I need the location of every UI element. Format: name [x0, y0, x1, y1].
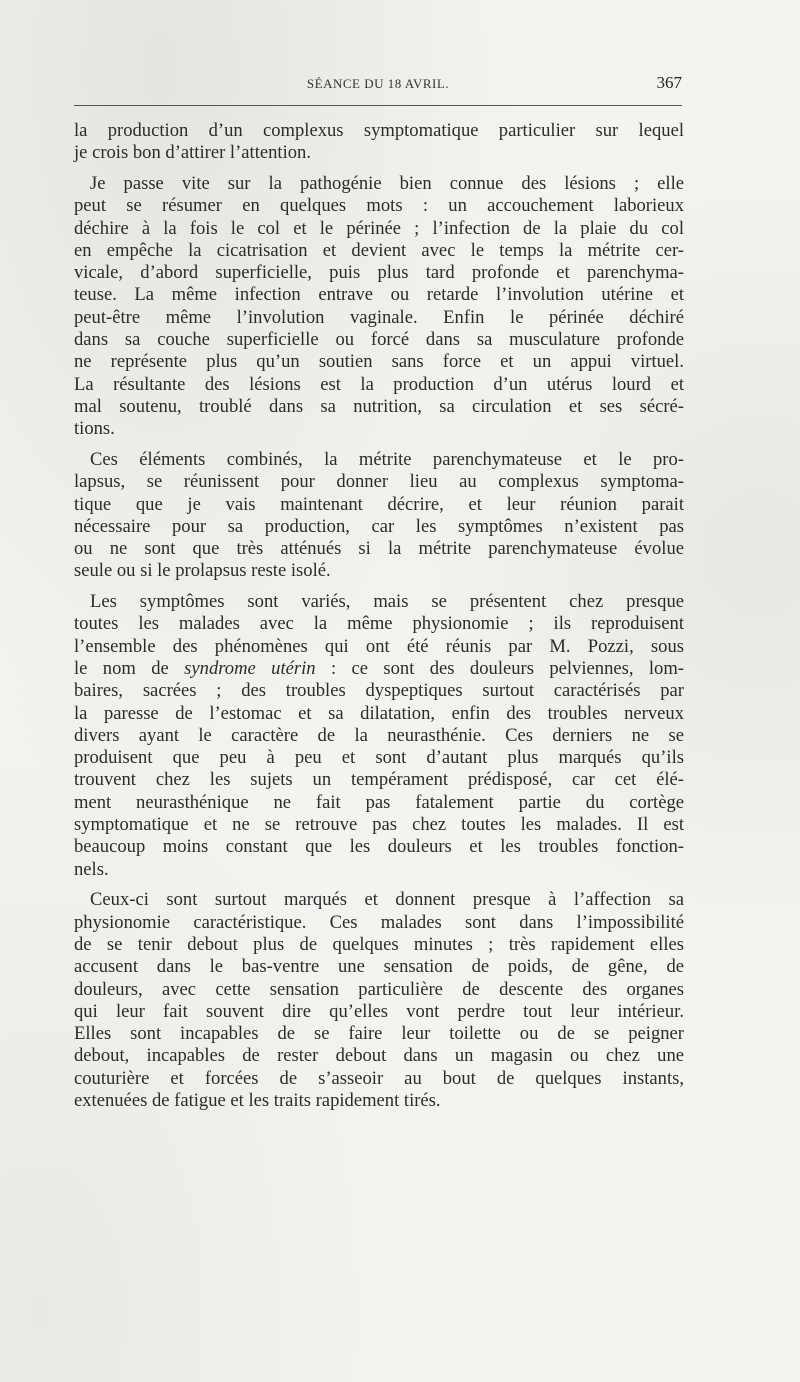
paragraph-2: [74, 173, 684, 441]
text-line: douleurs, avec cette sensation particulière de descente des organes: [74, 978, 684, 1000]
text-line: ment neurasthénique ne fait pas fatalement partie du cortège: [74, 791, 684, 813]
paragraph-1: [74, 120, 684, 165]
paragraph-4: [74, 591, 684, 881]
text-line: déchire à la fois le col et le périnée ; l’infection de la plaie du col: [74, 217, 684, 239]
header-rule: [74, 105, 682, 106]
text-line: ou ne sont que très atténués si la métrite parenchymateuse évolue: [74, 538, 684, 560]
text-line: ne représente plus qu’un soutien sans force et un appui virtuel.: [74, 351, 684, 373]
text-line: Les symptômes sont variés, mais se présentent chez presque: [90, 591, 684, 613]
text-line: La résultante des lésions est la production d’un utérus lourd et: [74, 373, 684, 395]
text-line: lapsus, se réunissent pour donner lieu au complexus symptoma-: [74, 471, 684, 493]
text-line: en empêche la cicatrisation et devient avec le temps la métrite cer-: [74, 239, 684, 261]
text-line: Ceux-ci sont surtout marqués et donnent presque à l’affection sa: [90, 889, 684, 911]
text-line: teuse. La même infection entrave ou retarde l’involution utérine et: [74, 284, 684, 306]
text-line: beaucoup moins constant que les douleurs et les troubles fonction-: [74, 836, 684, 858]
text-line: Je passe vite sur la pathogénie bien connue des lésions ; elle: [90, 172, 684, 194]
text-line: debout, incapables de rester debout dans un magasin ou chez une: [74, 1045, 684, 1067]
text-line: divers ayant le caractère de la neurasthénie. Ces derniers ne se: [74, 724, 684, 746]
text-line: extenuées de fatigue et les traits rapidement tirés.: [74, 1090, 441, 1112]
text-line: physionomie caractéristique. Ces malades sont dans l’impossibilité: [74, 911, 684, 933]
text-line: seule ou si le prolapsus reste isolé.: [74, 560, 331, 582]
text-line: la production d’un complexus symptomatique particulier sur lequel: [74, 120, 684, 141]
text-line: tions.: [74, 418, 115, 440]
text-line: tique que je vais maintenant décrire, et leur réunion parait: [74, 493, 684, 515]
text-line: produisent que peu à peu et sont d’autant plus marqués qu’ils: [74, 747, 684, 769]
text-line: accusent dans le bas-ventre une sensation de poids, de gêne, de: [74, 956, 684, 978]
text-line: peut se résumer en quelques mots : un accouchement laborieux: [74, 195, 684, 217]
text-line: qui leur fait souvent dire qu’elles vont perdre tout leur intérieur.: [74, 1000, 684, 1022]
page-number: 367: [656, 73, 682, 92]
paragraph-5: [74, 889, 684, 1112]
text-line: toutes les malades avec la même physionomie ; ils reproduisent: [74, 613, 684, 635]
running-head: SÉANCE DU 18 AVRIL.: [306, 76, 450, 91]
text-line: la paresse de l’estomac et sa dilatation, enfin des troubles nerveux: [74, 702, 684, 724]
text-line: baires, sacrées ; des troubles dyspeptiques surtout caractérisés par: [74, 680, 684, 702]
text-segment: : ce sont des douleurs pelviennes, lom-: [315, 658, 684, 679]
text-line-with-italic: [74, 658, 684, 680]
italic-term: syndrome utérin: [184, 658, 316, 679]
text-line: nels.: [74, 858, 109, 880]
page-header: [74, 70, 682, 100]
text-line: couturière et forcées de s’asseoir au bout de quelques instants,: [74, 1067, 684, 1089]
text-line: de se tenir debout plus de quelques minutes ; très rapidement elles: [74, 933, 684, 955]
text-line: vicale, d’abord superficielle, puis plus tard profonde et parenchyma-: [74, 262, 684, 284]
text-line: Elles sont incapables de se faire leur toilette ou de se peigner: [74, 1023, 684, 1045]
text-line: dans sa couche superficielle ou forcé dans sa musculature profonde: [74, 329, 684, 351]
body-text: [74, 120, 684, 1121]
text-line: l’ensemble des phénomènes qui ont été réunis par M. Pozzi, sous: [74, 635, 684, 657]
text-line: peut-être même l’involution vaginale. Enfin le périnée déchiré: [74, 306, 684, 328]
paragraph-3: [74, 449, 684, 583]
text-segment: le nom de: [74, 658, 185, 679]
text-line: Ces éléments combinés, la métrite parenchymateuse et le pro-: [90, 448, 684, 470]
text-line: je crois bon d’attirer l’attention.: [74, 142, 311, 164]
text-line: mal soutenu, troublé dans sa nutrition, sa circulation et ses sécré-: [74, 395, 684, 417]
text-line: symptomatique et ne se retrouve pas chez toutes les malades. Il est: [74, 814, 684, 836]
text-line: trouvent chez les sujets un tempérament prédisposé, car cet élé-: [74, 769, 684, 791]
text-line: nécessaire pour sa production, car les symptômes n’existent pas: [74, 515, 684, 537]
